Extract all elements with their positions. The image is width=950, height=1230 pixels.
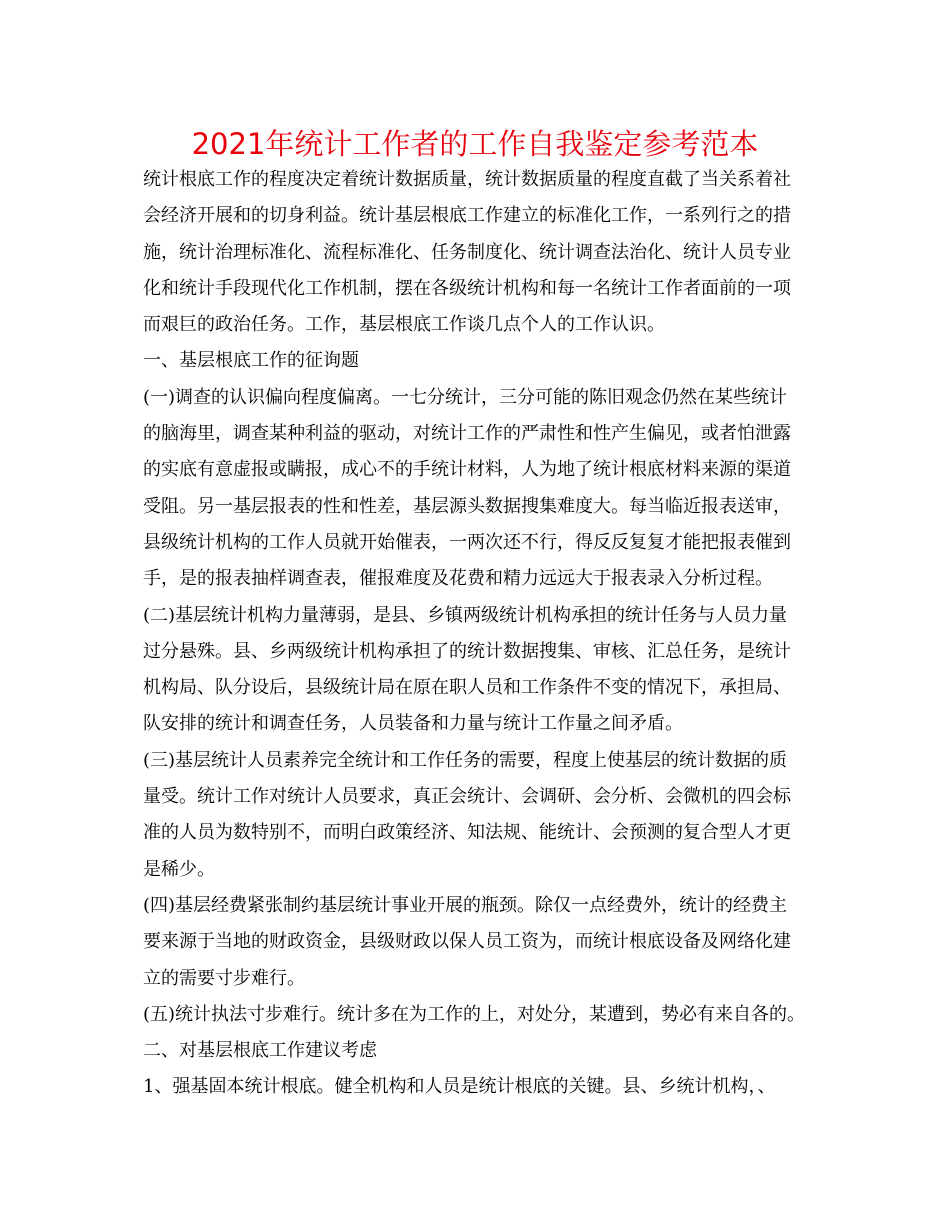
body-line: 立的需要寸步难行。: [143, 967, 305, 989]
body-line: 会经济开展和的切身利益。统计基层根底工作建立的标准化工作，一系列行之的措: [143, 205, 791, 227]
body-line: 的脑海里，调查某种利益的驱动，对统计工作的严肃性和性产生偏见，或者怕泄露: [143, 423, 791, 445]
body-line: 过分悬殊。县、乡两级统计机构承担了的统计数据搜集、审核、汇总任务，是统计: [143, 640, 791, 662]
body-line: 受阻。另一基层报表的性和性差，基层源头数据搜集难度大。每当临近报表送审，: [143, 495, 791, 517]
body-line: (二)基层统计机构力量薄弱，是县、乡镇两级统计机构承担的统计任务与人员力量: [143, 604, 788, 626]
body-line: 1、强基固本统计根底。健全机构和人员是统计根底的关键。县、乡统计机构，、: [143, 1076, 776, 1098]
section-heading: 二、对基层根底工作建议考虑: [143, 1040, 377, 1062]
body-line: 机构局、队分设后，县级统计局在原在职人员和工作条件不变的情况下，承担局、: [143, 677, 791, 699]
body-line: 统计根底工作的程度决定着统计数据质量，统计数据质量的程度直截了当关系着社: [143, 169, 791, 190]
body-line: 准的人员为数特别不，而明白政策经济、知法规、能统计、会预测的复合型人才更: [143, 822, 791, 844]
body-line: 是稀少。: [143, 858, 215, 880]
body-line: 施，统计治理标准化、流程标准化、任务制度化、统计调查法治化、统计人员专业: [143, 241, 791, 263]
body-line: 量受。统计工作对统计人员要求，真正会统计、会调研、会分析、会微机的四会标: [143, 786, 791, 808]
body-line: 的实底有意虚报或瞒报，成心不的手统计材料，人为地了统计根底材料来源的渠道: [143, 459, 791, 481]
body-line: 队安排的统计和调查任务，人员装备和力量与统计工作量之间矛盾。: [143, 713, 683, 735]
body-line: 而艰巨的政治任务。工作，基层根底工作谈几点个人的工作认识。: [143, 314, 665, 336]
body-line: (四)基层经费紧张制约基层统计事业开展的瓶颈。除仅一点经费外，统计的经费主: [143, 894, 788, 916]
body-line: (三)基层统计人员素养完全统计和工作任务的需要，程度上使基层的统计数据的质: [143, 749, 788, 771]
body-line: 县级统计机构的工作人员就开始催表，一两次还不行，得反反复复才能把报表催到: [143, 531, 791, 553]
body-line: 化和统计手段现代化工作机制，摆在各级统计机构和每一名统计工作者面前的一项: [143, 277, 791, 299]
body-line: 手，是的报表抽样调查表，催报难度及花费和精力远远大于报表录入分析过程。: [143, 568, 773, 590]
section-heading: 一、基层根底工作的征询题: [143, 350, 359, 372]
body-line: (五)统计执法寸步难行。统计多在为工作的上，对处分，某遭到，势必有来自各的。: [143, 1003, 806, 1025]
body-line: 要来源于当地的财政资金，县级财政以保人员工资为，而统计根底设备及网络化建: [143, 931, 791, 953]
body-line: (一)调查的认识偏向程度偏离。一七分统计，三分可能的陈旧观念仍然在某些统计: [143, 386, 788, 408]
document-title: 2021年统计工作者的工作自我鉴定参考范本: [191, 127, 759, 161]
document-body: [143, 162, 815, 1106]
